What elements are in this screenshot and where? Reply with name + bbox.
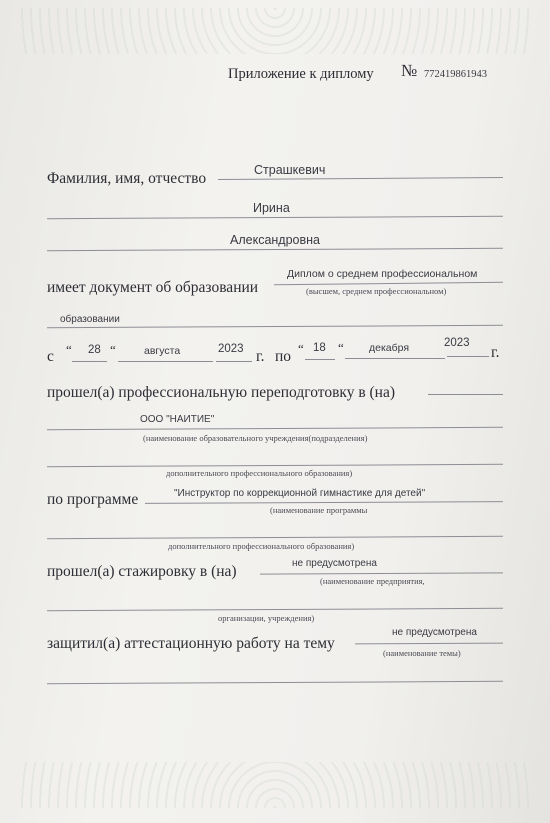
education-hint: (высшем, среднем профессиональном): [306, 286, 447, 296]
to-year: 2023: [444, 337, 470, 349]
internship-value: не предусмотрена: [292, 558, 377, 569]
from-month-line: [118, 361, 213, 362]
thesis-line: [355, 643, 503, 645]
from-year-suffix: г.: [256, 348, 265, 365]
program-line: [145, 501, 503, 504]
quote-close-2: “: [338, 340, 344, 355]
internship-hint-2: организации, учреждения): [218, 613, 315, 623]
document-title: Приложение к диплому: [228, 66, 374, 82]
last-name-value: Страшкевич: [254, 163, 326, 177]
to-year-line: [447, 356, 489, 357]
training-line-2: [47, 427, 503, 430]
guilloche-bottom-ornament: [20, 762, 530, 808]
training-line-3: [47, 464, 503, 467]
quote-open-1: “: [66, 342, 72, 357]
to-day-line: [305, 359, 335, 360]
training-hint-1: (наименование образовательного учреждения(подразделения): [143, 433, 368, 443]
internship-label: прошел(а) стажировку в (на): [47, 563, 237, 580]
from-day: 28: [88, 344, 101, 356]
to-year-suffix: г.: [491, 344, 500, 361]
internship-line: [260, 572, 503, 574]
program-hint-2: дополнительного профессионального образования): [168, 541, 355, 551]
education-continuation: образовании: [60, 314, 120, 325]
patronymic-value: Александровна: [230, 233, 320, 247]
guilloche-top-ornament: [20, 8, 530, 54]
internship-line-2: [47, 608, 503, 611]
to-month-line: [345, 358, 445, 359]
program-label: по программе: [47, 491, 139, 508]
program-line-2: [47, 536, 503, 539]
number-sign: №: [401, 61, 418, 80]
thesis-hint: (наименование темы): [383, 648, 461, 658]
to-day: 18: [313, 342, 326, 354]
education-line: [274, 282, 503, 285]
thesis-line-2: [47, 681, 503, 684]
training-hint-2: дополнительного профессионального образования): [166, 468, 353, 478]
quote-close-1: “: [110, 342, 116, 357]
training-org: ООО "НАИТИЕ": [140, 414, 215, 425]
from-year-line: [216, 361, 252, 362]
fio-line-1: [218, 177, 503, 180]
quote-open-2: “: [298, 341, 304, 356]
education-label: имеет документ об образовании: [47, 279, 259, 296]
from-month: августа: [144, 345, 181, 357]
training-line-1: [428, 394, 503, 395]
from-day-line: [72, 361, 107, 362]
training-label: прошел(а) профессиональную переподготовку в (на): [47, 384, 396, 401]
internship-hint-1: (наименование предприятия,: [320, 576, 425, 586]
education-line-2: [47, 325, 503, 328]
program-hint-1: (наименование программы: [270, 505, 368, 515]
period-to-prefix: по: [275, 348, 292, 365]
fio-line-2: [47, 216, 503, 219]
fio-label: Фамилия, имя, отчество: [47, 170, 207, 187]
from-year: 2023: [218, 343, 244, 355]
first-name-value: Ирина: [253, 201, 290, 215]
fio-line-3: [47, 248, 503, 251]
thesis-label: защитил(а) аттестационную работу на тему: [47, 635, 335, 652]
program-value: "Инструктор по коррекционной гимнастике для детей": [174, 488, 426, 499]
document-number: 772419861943: [424, 69, 487, 80]
education-value: Диплом о среднем профессиональном: [287, 268, 478, 280]
thesis-value: не предусмотрена: [392, 627, 477, 638]
to-month: декабря: [369, 342, 410, 354]
period-from-prefix: с: [47, 348, 54, 365]
